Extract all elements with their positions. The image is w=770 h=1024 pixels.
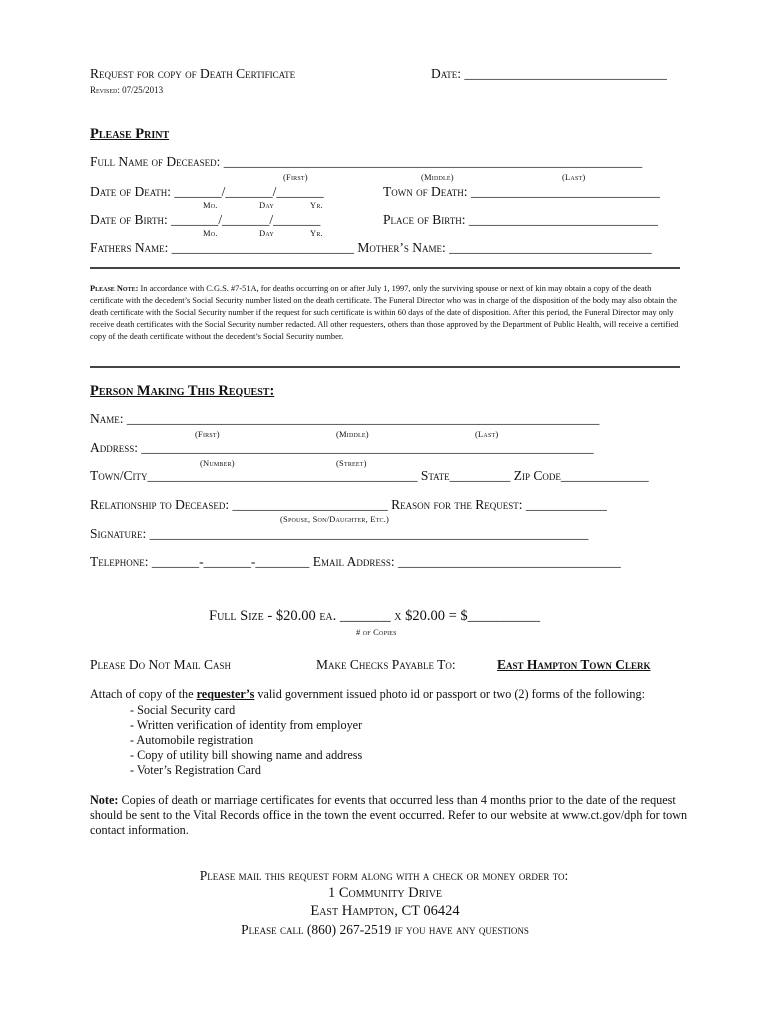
deceased-full-name-field[interactable]: Full Name of Deceased: ______________________________________________________________	[90, 154, 643, 169]
list-item: - Written verification of identity from employer	[130, 718, 363, 732]
requester-name-field[interactable]: Name: ______________________________________________________________________	[90, 411, 600, 426]
copies-hint: # of Copies	[356, 627, 397, 637]
please-note-paragraph	[90, 283, 680, 343]
relationship-hint: (Spouse, Son/Daughter, Etc.)	[280, 514, 390, 524]
town-of-death-field[interactable]: Town of Death: ____________________________	[383, 184, 660, 199]
checks-payable-label: Make Checks Payable To:	[316, 657, 456, 672]
street-hint: (Street)	[336, 458, 367, 468]
mailing-instruction: Please mail this request form along with a check or money order to:	[199, 868, 569, 883]
requester-heading: Person Making This Request:	[90, 383, 275, 399]
first-hint: (First)	[195, 429, 220, 439]
signature-field[interactable]: Signature: _________________________________________________________________	[90, 526, 589, 541]
revised-date: Revised: 07/25/2013	[90, 85, 164, 95]
form-title: Request for copy of Death Certificate	[90, 66, 296, 81]
place-of-birth-field[interactable]: Place of Birth: ____________________________	[383, 212, 658, 227]
date-field[interactable]: Date: ______________________________	[431, 66, 667, 81]
contact-phone-line: Please call (860) 267-2519 if you have any questions	[241, 922, 529, 937]
id-intro-after: valid government issued photo id or passport or two (2) forms of the following:	[254, 687, 645, 701]
please-note-label: Please Note:	[90, 284, 139, 293]
telephone-email-field[interactable]: Telephone: _______-_______-________ Email Address: _________________________________	[90, 554, 621, 569]
month-hint: Mo.	[203, 228, 218, 238]
middle-hint: (Middle)	[421, 172, 454, 182]
last-hint: (Last)	[562, 172, 586, 182]
year-hint: Yr.	[310, 228, 323, 238]
address-field[interactable]: Address: ___________________________________________________________________	[90, 440, 594, 455]
date-of-birth-field[interactable]: Date of Birth: _______/_______/_______	[90, 212, 321, 227]
note-text: Copies of death or marriage certificates for events that occurred less than 4 months prior to the date of the request should be sent to the Vital Records office in the town the event occurred. Refer to our website at www.ct.gov/dph for town contact information.	[90, 793, 688, 837]
list-item: - Copy of utility bill showing name and address	[130, 748, 363, 762]
day-hint: Day	[259, 228, 274, 238]
note-label: Note:	[90, 793, 119, 807]
date-of-death-field[interactable]: Date of Death: _______/_______/_______	[90, 184, 324, 199]
payee-name: East Hampton Town Clerk	[497, 657, 651, 672]
parents-names-field[interactable]: Fathers Name: ___________________________ Mother’s Name: ______________________________	[90, 240, 652, 255]
day-hint: Day	[259, 200, 274, 210]
list-item: - Voter’s Registration Card	[130, 763, 262, 777]
number-hint: (Number)	[200, 458, 235, 468]
note-paragraph	[90, 793, 690, 838]
relationship-reason-field[interactable]: Relationship to Deceased: _______________________ Reason for the Request: ____________	[90, 497, 607, 512]
please-print-heading: Please Print	[90, 126, 170, 142]
id-intro-bold: requester’s	[196, 687, 255, 701]
last-hint: (Last)	[475, 429, 499, 439]
mailing-city-state-zip: East Hampton, CT 06424	[310, 903, 460, 919]
no-cash-notice: Please Do Not Mail Cash	[90, 657, 232, 672]
id-intro-before: Attach of copy of the	[90, 687, 197, 701]
please-note-text: In accordance with C.G.S. #7-51A, for deaths occurring on or after July 1, 1997, only the surviving spouse or next of kin may obtain a copy of the death certificate with the decedent’s Social Security number listed on the death certificate. The Funeral Director who was in charge of the disposition of the body may also obtain the death certificate with the Social Security number if the request for such certificate is within 60 days of the date of disposition. After this period, the Funeral Director may only receive death certificates with the Social Security number redacted. All other requesters, others than those approved by the Department of Public Health, will receive a certified copy of the death certificate without the decedent’s Social Security number.	[90, 284, 679, 342]
section-divider	[90, 366, 680, 368]
list-item: - Social Security card	[130, 703, 236, 717]
middle-hint: (Middle)	[336, 429, 369, 439]
year-hint: Yr.	[310, 200, 323, 210]
fee-copies-field[interactable]: Full Size - $20.00 ea. _______ x $20.00 = $__________	[209, 608, 541, 624]
mailing-street: 1 Community Drive	[327, 885, 443, 901]
month-hint: Mo.	[203, 200, 218, 210]
id-requirements-intro	[90, 687, 645, 702]
town-state-zip-field[interactable]: Town/City________________________________________ State_________ Zip Code_____________	[90, 468, 649, 483]
id-requirements-list	[130, 703, 362, 778]
section-divider	[90, 267, 680, 269]
first-hint: (First)	[283, 172, 308, 182]
list-item: - Automobile registration	[130, 733, 254, 747]
